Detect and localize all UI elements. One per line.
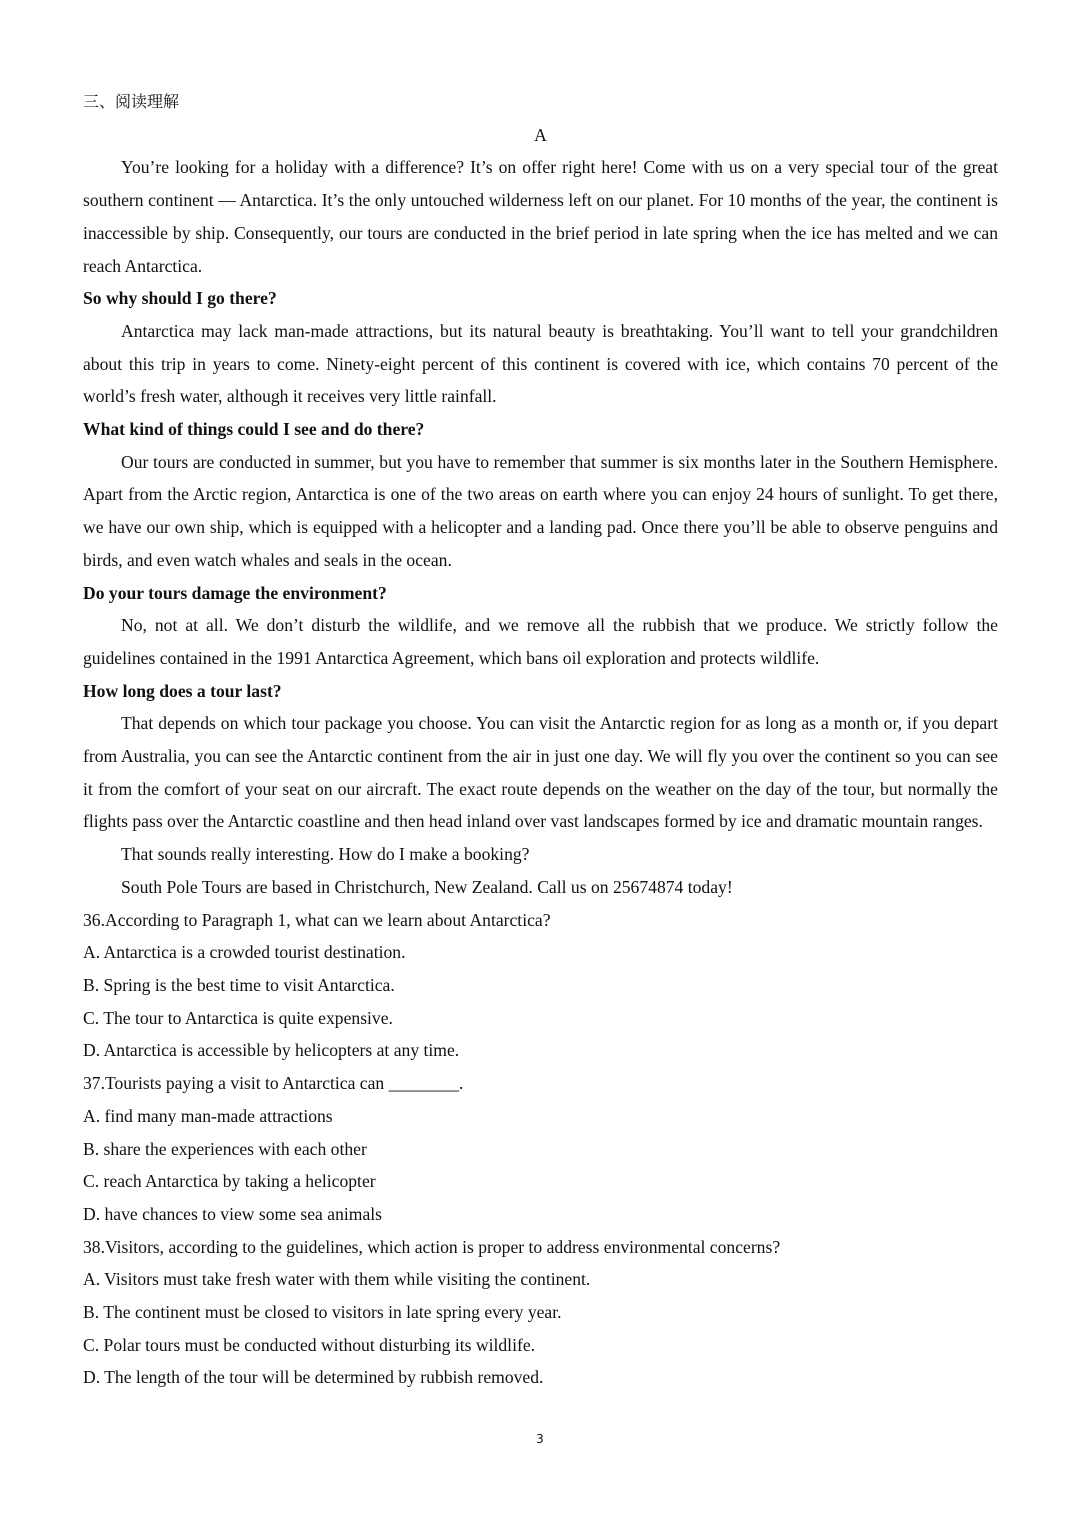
section-heading: So why should I go there? [83, 288, 277, 309]
section-heading: Do your tours damage the environment? [83, 582, 387, 603]
page-number: 3 [536, 1432, 544, 1446]
passage [83, 151, 998, 903]
paragraph: That sounds really interesting. How do I make a booking? [121, 844, 530, 865]
answer-option: B. Spring is the best time to visit Antarctica. [83, 974, 395, 995]
paragraph: You’re looking for a holiday with a difference? It’s on offer right here! Come with us on a very special tour of the great southern continent — Antarctica. It’s the only untouched wilderness left on our planet. For 10 months of the year, the continent is inaccessible by ship. Consequently, our tours are conducted in the brief period in late spring when the ice has melted and we can reach Antarctica. [83, 157, 998, 276]
question [83, 1231, 998, 1395]
paragraph: That depends on which tour package you choose. You can visit the Antarctic region for as long as a month or, if you depart from Australia, you can see the Antarctic continent from the air in just one day. We will fly you over the continent so you can see it from the comfort of your seat on our aircraft. The exact route depends on the weather on the day of the tour, but normally the flights pass over the Antarctic coastline and then head inland over vast landscapes formed by ice and dramatic mountain ranges. [83, 713, 998, 832]
question [83, 1067, 998, 1231]
section-heading: What kind of things could I see and do there? [83, 419, 425, 440]
question-stem: 36.According to Paragraph 1, what can we learn about Antarctica? [83, 909, 551, 930]
answer-option: A. Visitors must take fresh water with them while visiting the continent. [83, 1269, 591, 1290]
answer-option: B. share the experiences with each other [83, 1138, 367, 1159]
answer-option: A. find many man-made attractions [83, 1105, 333, 1126]
answer-option: A. Antarctica is a crowded tourist destination. [83, 942, 406, 963]
document-page [83, 86, 998, 1394]
answer-option: C. The tour to Antarctica is quite expensive. [83, 1007, 393, 1028]
paragraph: Antarctica may lack man-made attractions, but its natural beauty is breathtaking. You’ll want to tell your grandchildren about this trip in years to come. Ninety-eight percent of this continent is covered with ice, which contains 70 percent of the world’s fresh water, although it receives very little rainfall. [83, 320, 998, 407]
answer-option: B. The continent must be closed to visitors in late spring every year. [83, 1302, 562, 1323]
question-stem: 38.Visitors, according to the guidelines, which action is proper to address environmental concerns? [83, 1236, 781, 1257]
question-stem: 37.Tourists paying a visit to Antarctica can ________. [83, 1073, 464, 1094]
paragraph: Our tours are conducted in summer, but you have to remember that summer is six months later in the Southern Hemisphere. Apart from the Arctic region, Antarctica is one of the two areas on earth where you can enjoy 24 hours of sunlight. To get there, we have our own ship, which is equipped with a helicopter and a landing pad. Once there you’ll be able to observe penguins and birds, and even watch whales and seals in the ocean. [83, 451, 998, 570]
paragraph: South Pole Tours are based in Christchurch, New Zealand. Call us on 25674874 today! [121, 876, 733, 897]
answer-option: C. Polar tours must be conducted without disturbing its wildlife. [83, 1334, 536, 1355]
answer-option: C. reach Antarctica by taking a helicopter [83, 1171, 376, 1192]
answer-option: D. have chances to view some sea animals [83, 1203, 382, 1224]
section-title: 三、阅读理解 [83, 92, 180, 111]
answer-option: D. Antarctica is accessible by helicopters at any time. [83, 1040, 460, 1061]
paragraph: No, not at all. We don’t disturb the wildlife, and we remove all the rubbish that we produce. We strictly follow the guidelines contained in the 1991 Antarctica Agreement, which bans oil exploration and protects wildlife. [83, 615, 998, 668]
passage-label: A [534, 124, 547, 145]
answer-option: D. The length of the tour will be determined by rubbish removed. [83, 1367, 544, 1388]
questions [83, 904, 998, 1395]
section-heading: How long does a tour last? [83, 680, 282, 701]
question [83, 904, 998, 1068]
